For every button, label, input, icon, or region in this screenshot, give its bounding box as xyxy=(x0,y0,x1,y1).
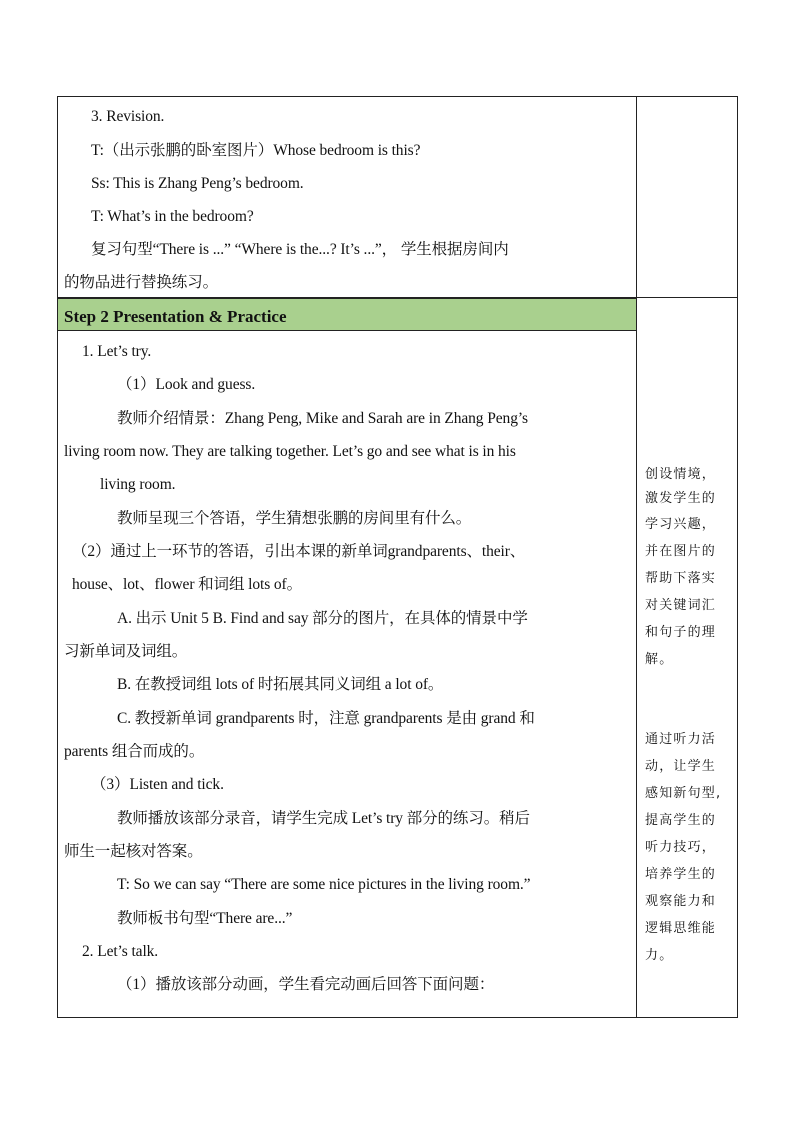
step-line: T: So we can say “There are some nice pictures in the living room.” xyxy=(117,876,531,893)
step-line: （1）播放该部分动画，学生看完动画后回答下面问题： xyxy=(117,976,495,993)
note-line: 感知新句型, xyxy=(645,786,722,801)
note-line: 逻辑思维能 xyxy=(645,921,717,936)
step-line: （2）通过上一环节的答语，引出本课的新单词grandparents、their、 xyxy=(72,543,526,560)
note-line: 力。 xyxy=(645,948,674,963)
step2-heading: Step 2 Presentation & Practice xyxy=(64,307,287,326)
note-line: 创设情境， xyxy=(645,467,717,482)
note-line: 通过听力活 xyxy=(645,732,717,747)
note-line: 听力技巧， xyxy=(645,840,717,855)
step-line: C. 教授新单词 grandparents 时，注意 grandparents 是由 grand 和 xyxy=(117,710,535,727)
step-line: living room. xyxy=(100,476,176,493)
revision-line: 复习句型“There is ...” “Where is the...? It’s ...”， 学生根据房间内 xyxy=(91,241,509,258)
step-line: house、lot、flower 和词组 lots of。 xyxy=(72,576,303,593)
note-line: 学习兴趣， xyxy=(645,517,717,532)
note-line: 观察能力和 xyxy=(645,894,717,909)
revision-line: 的物品进行替换练习。 xyxy=(64,274,219,291)
step-line: （3）Listen and tick. xyxy=(91,776,224,793)
step-line: parents 组合而成的。 xyxy=(64,743,205,760)
note-line: 对关键词汇 xyxy=(645,598,717,613)
step-line: 教师呈现三个答语，学生猜想张鹏的房间里有什么。 xyxy=(117,510,472,527)
step-line: （1）Look and guess. xyxy=(117,376,256,393)
step-line: 1. Let’s try. xyxy=(82,343,152,360)
note-line: 并在图片的 xyxy=(645,544,717,559)
revision-line: T:（出示张鹏的卧室图片）Whose bedroom is this? xyxy=(91,142,421,159)
step-line: B. 在教授词组 lots of 时拓展其同义词组 a lot of。 xyxy=(117,676,444,693)
note-line: 动，让学生 xyxy=(645,759,717,774)
step-line: 2. Let’s talk. xyxy=(82,943,159,960)
revision-line: Ss: This is Zhang Peng’s bedroom. xyxy=(91,175,304,192)
step-line: 教师介绍情景：Zhang Peng, Mike and Sarah are in Zhang Peng’s xyxy=(117,410,528,427)
note-line: 帮助下落实 xyxy=(645,571,717,586)
revision-title: 3. Revision. xyxy=(91,108,165,125)
step-line: 习新单词及词组。 xyxy=(64,643,188,660)
step-line: A. 出示 Unit 5 B. Find and say 部分的图片，在具体的情景中学 xyxy=(117,610,528,627)
step-line: 教师板书句型“There are...” xyxy=(117,910,293,927)
table-cell-notes-top xyxy=(636,96,738,298)
note-line: 培养学生的 xyxy=(645,867,717,882)
note-line: 和句子的理 xyxy=(645,625,717,640)
step-line: living room now. They are talking together. Let’s go and see what is in his xyxy=(64,443,516,460)
step-line: 师生一起核对答案。 xyxy=(64,843,203,860)
note-line: 激发学生的 xyxy=(645,491,717,506)
step-line: 教师播放该部分录音，请学生完成 Let’s try 部分的练习。稍后 xyxy=(117,810,530,827)
note-line: 提高学生的 xyxy=(645,813,717,828)
revision-line: T: What’s in the bedroom? xyxy=(91,208,254,225)
note-line: 解。 xyxy=(645,652,674,667)
